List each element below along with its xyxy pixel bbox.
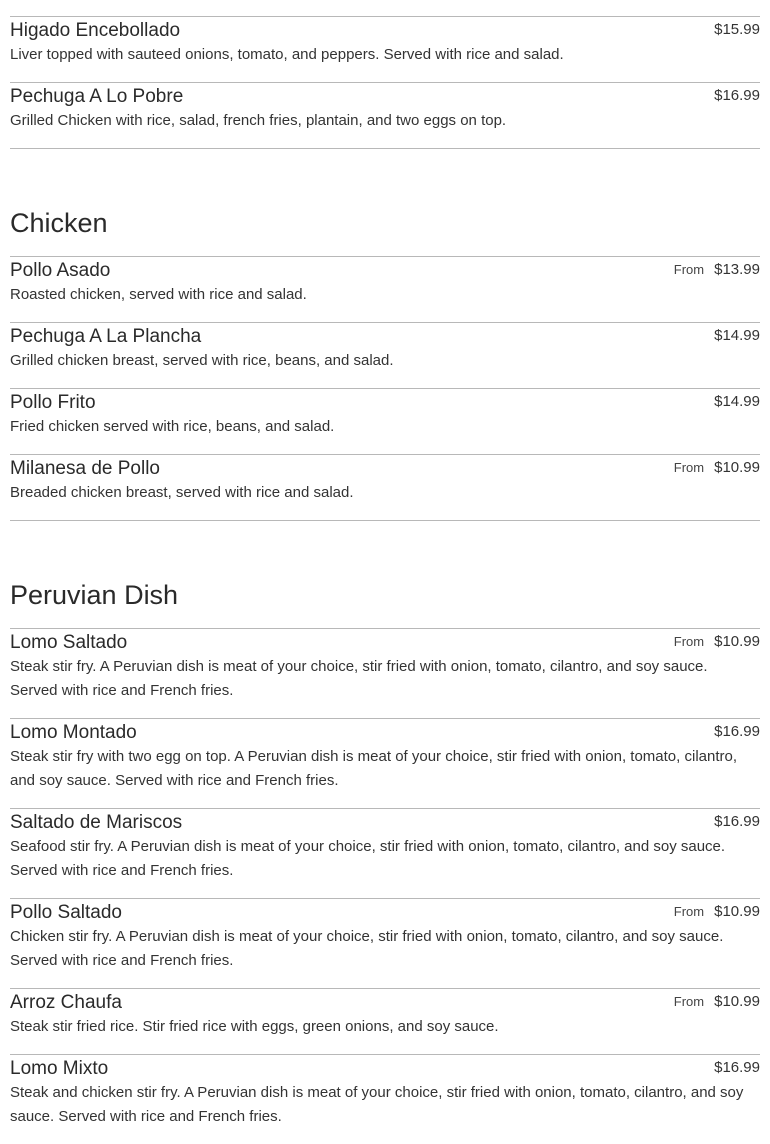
item-name: Higado Encebollado (10, 20, 181, 41)
item-price: $16.99 (714, 87, 760, 104)
section-title: Chicken (10, 208, 108, 238)
item-price: $10.99 (714, 633, 760, 650)
price-from-label: From (673, 460, 705, 475)
item-description: Breaded chicken breast, served with rice and salad. (10, 484, 354, 501)
menu-item[interactable] (10, 808, 760, 898)
item-price: $10.99 (714, 459, 760, 476)
item-price: $16.99 (714, 1059, 760, 1076)
menu-item[interactable] (10, 322, 760, 388)
menu-item[interactable] (10, 16, 760, 82)
price-from-label: From (673, 634, 705, 649)
menu-item[interactable] (10, 388, 760, 454)
item-price: $13.99 (714, 261, 760, 278)
item-price: $14.99 (714, 393, 760, 410)
section-divider (10, 148, 760, 206)
item-description: Grilled Chicken with rice, salad, french fries, plantain, and two eggs on top. (10, 112, 507, 129)
menu-item[interactable] (10, 718, 760, 808)
item-price: $16.99 (714, 813, 760, 830)
item-description: Liver topped with sauteed onions, tomato, and peppers. Served with rice and salad. (10, 46, 564, 63)
item-price: $16.99 (714, 723, 760, 740)
item-name: Pollo Frito (10, 392, 96, 413)
item-price: $14.99 (714, 327, 760, 344)
menu-item[interactable] (10, 988, 760, 1054)
menu-item[interactable] (10, 628, 760, 718)
section-title: Peruvian Dish (10, 580, 179, 610)
menu-section-chicken (10, 206, 760, 578)
item-description: Grilled chicken breast, served with rice, beans, and salad. (10, 352, 394, 369)
price-from-label: From (673, 994, 705, 1009)
section-divider (10, 520, 760, 578)
item-name: Pollo Saltado (10, 902, 122, 923)
item-name: Lomo Saltado (10, 632, 128, 653)
item-name: Lomo Mixto (10, 1058, 109, 1079)
item-name: Lomo Montado (10, 722, 137, 743)
item-description: Chicken stir fry. A Peruvian dish is meat of your choice, stir fried with onion, tomato, cilantro, and soy sauce. Served with rice and French fries. (10, 928, 724, 969)
item-name: Milanesa de Pollo (10, 458, 160, 479)
price-from-label: From (673, 904, 705, 919)
item-name: Pechuga A Lo Pobre (10, 86, 184, 107)
item-description: Steak stir fry. A Peruvian dish is meat of your choice, stir fried with onion, tomato, cilantro, and soy sauce. Served with rice and French fries. (10, 658, 708, 699)
item-name: Pollo Asado (10, 260, 111, 281)
item-name: Pechuga A La Plancha (10, 326, 202, 347)
menu-item[interactable] (10, 256, 760, 322)
item-description: Steak stir fry with two egg on top. A Peruvian dish is meat of your choice, stir fried with onion, tomato, cilantro, and soy sauce. Served with rice and French fries. (10, 748, 738, 789)
menu-section-peruvian (10, 578, 760, 1144)
item-price: $15.99 (714, 21, 760, 38)
item-description: Roasted chicken, served with rice and salad. (10, 286, 307, 303)
menu-item[interactable] (10, 898, 760, 988)
item-name: Saltado de Mariscos (10, 812, 183, 833)
menu-item[interactable] (10, 454, 760, 520)
menu-item[interactable] (10, 1054, 760, 1144)
item-description: Seafood stir fry. A Peruvian dish is meat of your choice, stir fried with onion, tomato, cilantro, and soy sauce. Served with rice and French fries. (10, 838, 726, 879)
item-name: Arroz Chaufa (10, 992, 122, 1013)
item-price: $10.99 (714, 903, 760, 920)
menu-item[interactable] (10, 82, 760, 148)
menu-section (10, 16, 760, 206)
item-description: Steak stir fried rice. Stir fried rice with eggs, green onions, and soy sauce. (10, 1018, 499, 1035)
item-description: Fried chicken served with rice, beans, and salad. (10, 418, 335, 435)
price-from-label: From (673, 262, 705, 277)
item-price: $10.99 (714, 993, 760, 1010)
item-description: Steak and chicken stir fry. A Peruvian dish is meat of your choice, stir fried with onion, tomato, cilantro, and soy sauce. Served with rice and French fries. (10, 1084, 744, 1125)
menu (10, 16, 760, 1144)
